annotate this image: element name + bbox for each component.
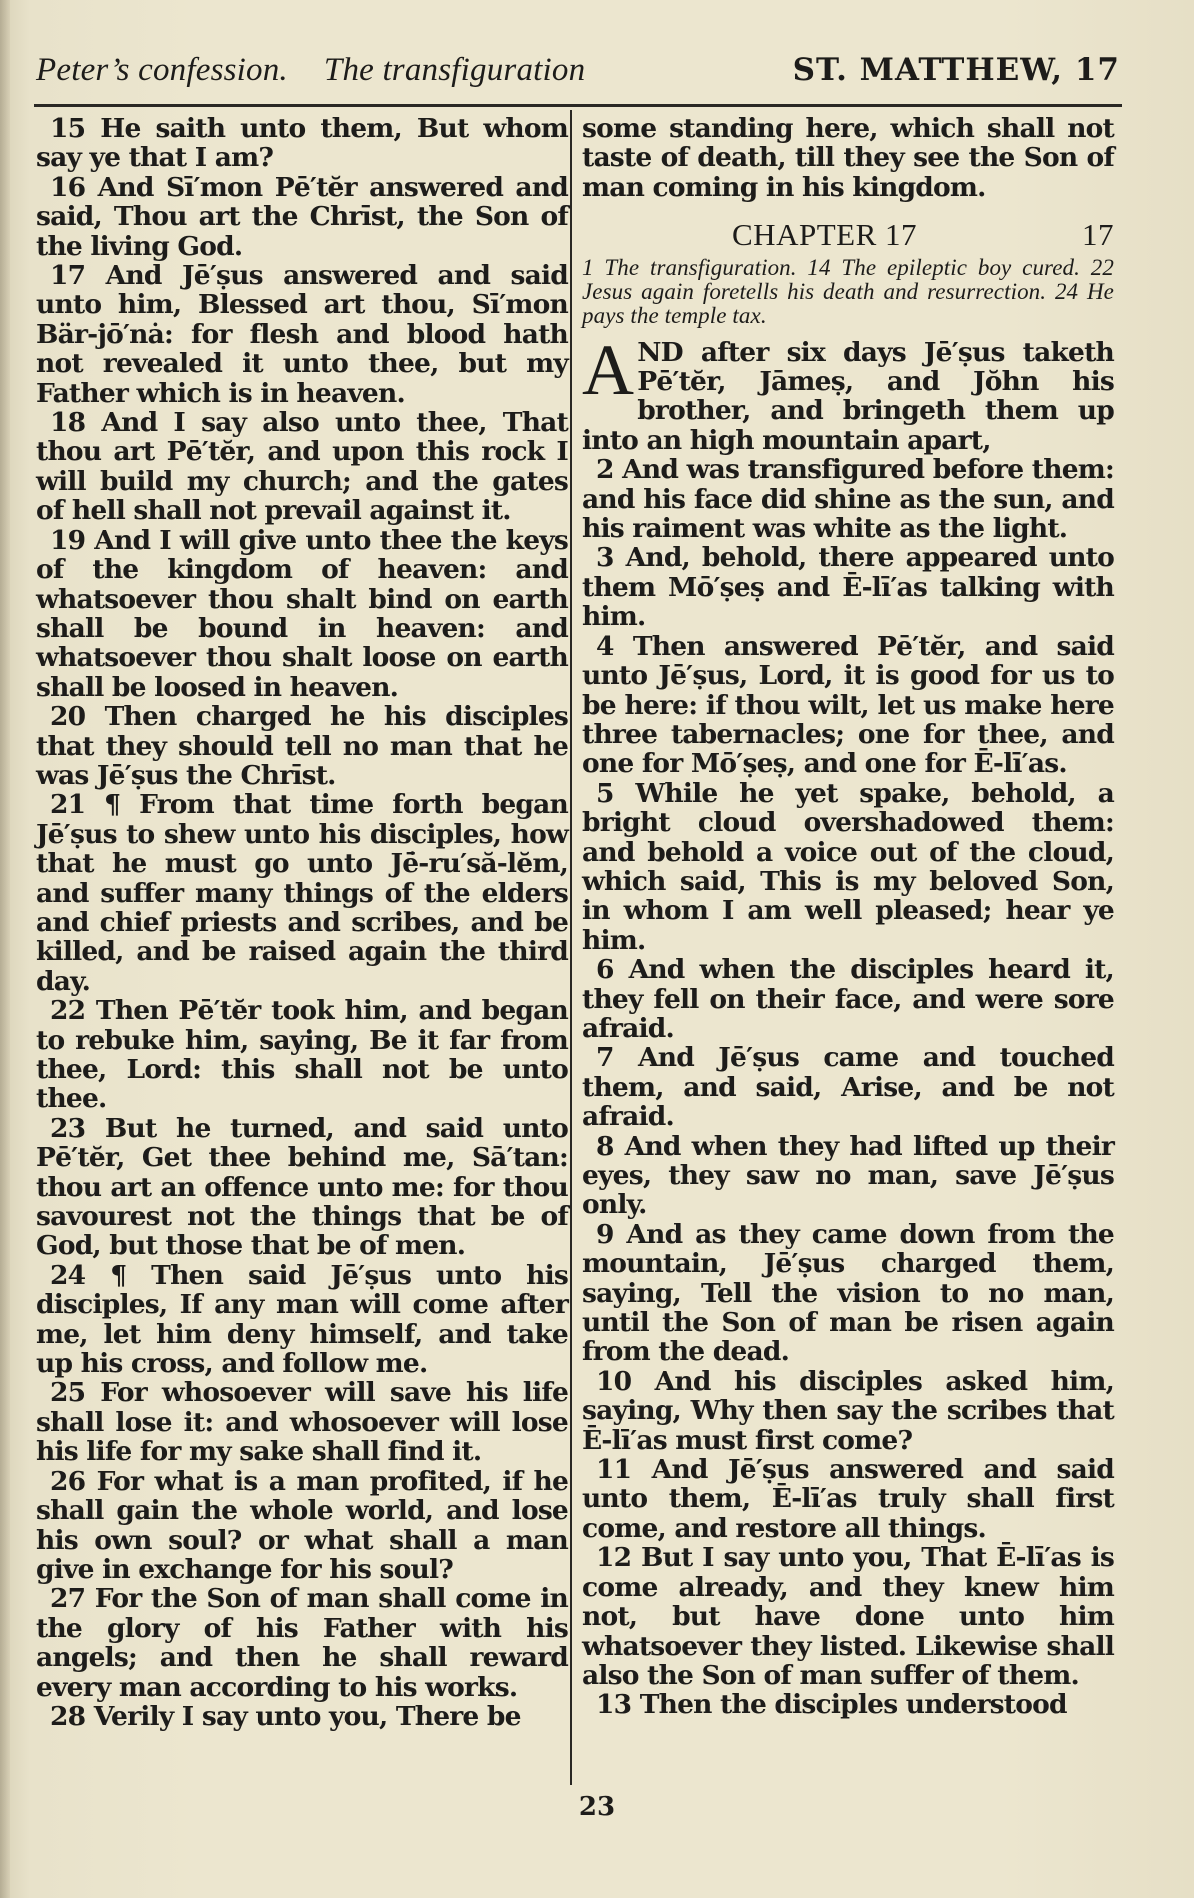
header-book-chapter: ST. MATTHEW, 17	[792, 52, 1120, 88]
chapter-summary: 1 The transfiguration. 14 The epileptic boy cured. 22 Jesus again foretells his death and resurrection. 24 He pays the temple tax.	[582, 254, 1114, 328]
verse-28-continuation: some standing here, which shall not taste of death, till they see the Son of man coming in his kingdom.	[582, 113, 1114, 203]
verse-26: 26 For what is a man profited, if he shall gain the whole world, and lose his own soul? or what shall a man give in exchange for his soul?	[36, 1465, 568, 1585]
verse-6: 6 And when the disciples heard it, they fell on their face, and were sore afraid.	[582, 954, 1114, 1044]
header-topic-2: The transfiguration	[323, 52, 586, 88]
verse-5: 5 While he yet spake, behold, a bright cloud overshadowed them: and behold a voice out of the cloud, which said, This is my beloved Son, in whom I am well pleased; hear ye him.	[582, 777, 1114, 956]
verse-3: 3 And, behold, there appeared unto them Mō′ṣeṣ and Ē-lī′as talking with him.	[582, 542, 1114, 633]
verse-15: 15 He saith unto them, But whom say ye that I am?	[36, 113, 568, 174]
verse-13: 13 Then the disciples understood	[596, 1689, 1067, 1721]
chapter-title: CHAPTER 17	[732, 217, 917, 253]
verse-20: 20 Then charged he his disciples that they should tell no man that he was Jē′ṣus the Chrīst.	[36, 701, 568, 791]
verse-10: 10 And his disciples asked him, saying, Why then say the scribes that Ē-lī′as must first come?	[582, 1365, 1114, 1456]
verse-11: 11 And Jē′ṣus answered and said unto them, Ē-lī′as truly shall first come, and restore all things.	[582, 1454, 1114, 1544]
left-column	[36, 114, 568, 1731]
verse-18: 18 And I say also unto thee, That thou art Pē′tĕr, and upon this rock I will build my church; and the gates of hell shall not prevail against it.	[36, 407, 568, 527]
chapter-heading	[582, 217, 1114, 253]
column-divider	[570, 110, 572, 1785]
verse-9: 9 And as they came down from the mountain, Jē′ṣus charged them, saying, Tell the vision to no man, until the Son of man be risen again from the dead.	[582, 1218, 1114, 1368]
verse-8: 8 And when they had lifted up their eyes, they saw no man, save Jē′ṣus only.	[582, 1130, 1114, 1221]
header-topic-1: Peter’s confession.	[36, 52, 288, 88]
running-header	[36, 52, 1120, 102]
header-topics	[36, 52, 621, 89]
verse-25: 25 For whosoever will save his life shall lose it: and whosoever will lose his life for my sake shall find it.	[36, 1377, 568, 1468]
verse-28: 28 Verily I say unto you, There be	[50, 1700, 521, 1732]
verse-1-text: ND after six days Jē′ṣus taketh Pē′tĕr, Jāmeṣ, and Jŏhn his brother, and bringeth them up into an high mountain apart,	[582, 336, 1114, 456]
page-spine-shadow	[0, 0, 10, 1898]
verse-22: 22 Then Pē′tĕr took him, and began to rebuke him, saying, Be it far from thee, Lord: this shall not be unto thee.	[36, 995, 568, 1115]
verse-23: 23 But he turned, and said unto Pē′tĕr, Get thee behind me, Sā′tan: thou art an offence unto me: for thou savourest not the things that be of God, but those that be of men.	[36, 1112, 568, 1262]
verse-12: 12 But I say unto you, That Ē-lī′as is come already, and they knew him not, but have done unto him whatsoever they listed. Likewise shall also the Son of man suffer of them.	[582, 1542, 1114, 1691]
verse-16: 16 And Sī′mon Pē′tĕr answered and said, Thou art the Chrīst, the Son of the living God.	[36, 171, 568, 262]
verse-19: 19 And I will give unto thee the keys of the kingdom of heaven: and whatsoever thou shalt bind on earth shall be bound in heaven: and whatsoever thou shalt loose on earth shall be loosed in heaven.	[36, 524, 568, 703]
page-number: 23	[578, 1792, 616, 1822]
header-rule	[34, 104, 1122, 107]
right-column	[582, 114, 1114, 1720]
verse-17: 17 And Jē′ṣus answered and said unto him, Blessed art thou, Sī′mon Bär-jō′nȧ: for flesh and blood hath not revealed it unto thee, but my Father which is in heaven.	[36, 260, 568, 409]
verse-4: 4 Then answered Pē′tĕr, and said unto Jē′ṣus, Lord, it is good for us to be here: if thou wilt, let us make here three tabernacles; one for thee, and one for Mō′ṣeṣ, and one for Ē-lī′as.	[582, 630, 1114, 780]
verse-21: 21 ¶ From that time forth began Jē′ṣus to shew unto his disciples, how that he must go unto Jē̇-ru′să-lĕm, and suffer many things of the elders and chief priests and scribes, and be killed, and be raised again the third day.	[36, 789, 568, 997]
drop-cap: A	[582, 329, 634, 410]
verse-1	[582, 329, 1114, 456]
verse-27: 27 For the Son of man shall come in the glory of his Father with his angels; and then he shall reward every man according to his works.	[36, 1583, 568, 1703]
verse-24: 24 ¶ Then said Jē′ṣus unto his disciples, If any man will come after me, let him deny himself, and take up his cross, and follow me.	[36, 1259, 568, 1380]
verse-2: 2 And was transfigured before them: and his face did shine as the sun, and his raiment was white as the light.	[582, 454, 1114, 545]
verse-7: 7 And Jē′ṣus came and touched them, and said, Arise, and be not afraid.	[582, 1042, 1114, 1133]
chapter-number: 17	[1082, 217, 1114, 253]
